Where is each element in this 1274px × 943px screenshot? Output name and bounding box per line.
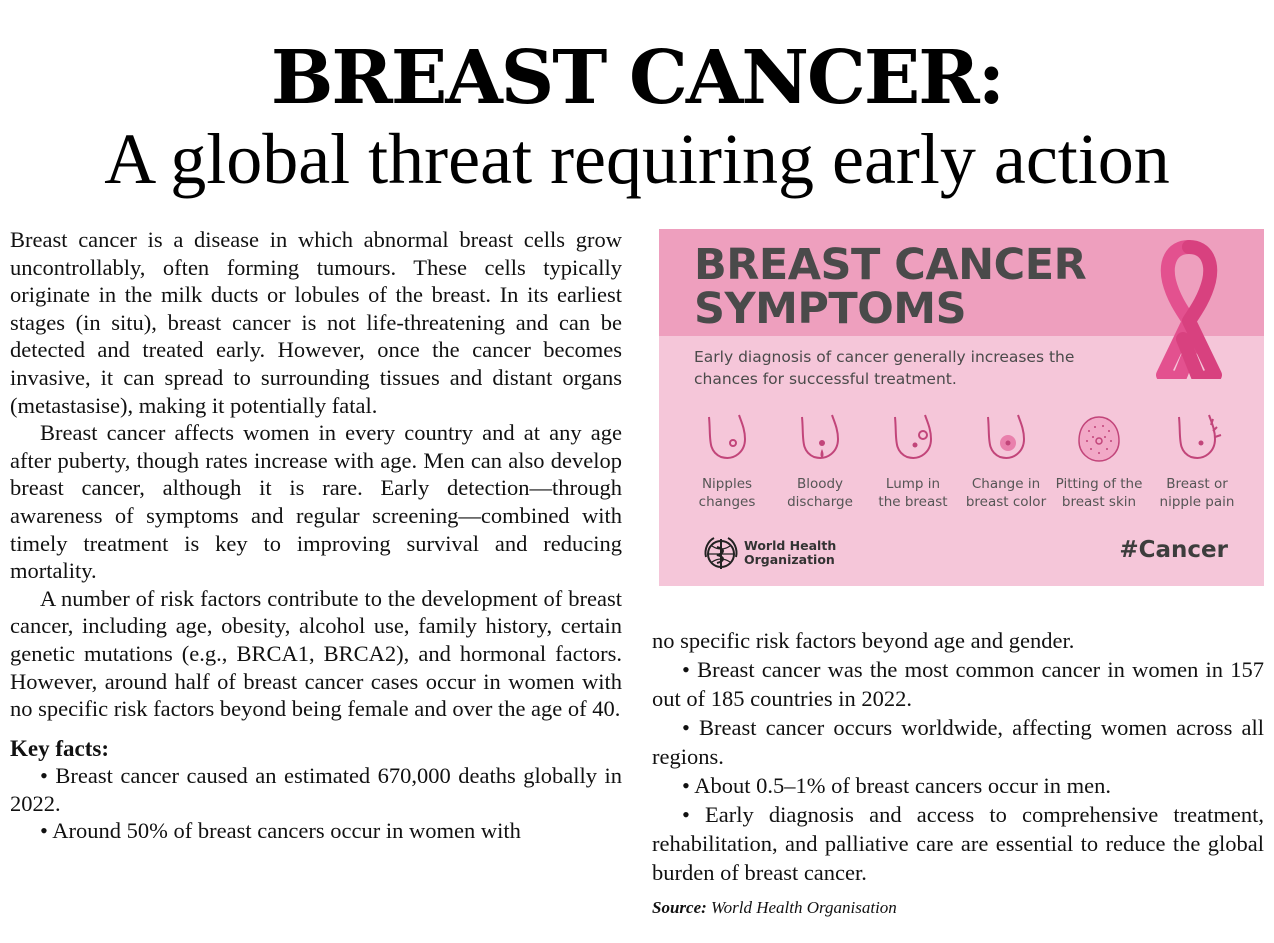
breast-color-icon [978, 411, 1034, 467]
headline: BREAST CANCER: [270, 35, 1004, 121]
symptom-color-change: Change in breast color [958, 411, 1054, 521]
who-emblem-icon [702, 535, 740, 573]
source-credit [652, 893, 1264, 922]
symptom-nipple-changes: Nipples changes [679, 411, 775, 521]
symptom-pitting: Pitting of the breast skin [1051, 411, 1147, 521]
symptom-lump: Lump in the breast [865, 411, 961, 521]
infographic-title: BREAST CANCER SYMPTOMS [694, 240, 1087, 334]
paragraph-2: Breast cancer affects women in every country and at any age after puberty, though rates increase with age. Men can also develop breast cancer, although it is rare. Early detection—through awareness of symptoms and regular screening—combined with timely treatment is key to improving survival and reducing mortality. [10, 420, 622, 584]
subheadline: A global threat requiring early action [104, 119, 1170, 199]
article-left-column [10, 226, 622, 845]
fact-item: • Breast cancer was the most common cancer in women in 157 out of 185 countries in 2022. [652, 657, 1264, 711]
symptoms-infographic [659, 229, 1264, 586]
fact-item: • Around 50% of breast cancers occur in women with [40, 818, 521, 844]
symptom-pain: Breast or nipple pain [1149, 411, 1245, 521]
paragraph-3: A number of risk factors contribute to the development of breast cancer, including age, obesity, alcohol use, family history, certain genetic mutations (e.g., BRCA1, BRCA2), and hormonal factors. However, around half of breast cancer cases occur in women with no specific risk factors beyond being female and over the age of 40. [10, 585, 622, 722]
infographic-subtitle: Early diagnosis of cancer generally increases the chances for successful treatment. [694, 348, 1075, 388]
symptom-bloody-discharge: Bloody discharge [772, 411, 868, 521]
who-name: World Health Organization [744, 538, 837, 567]
key-facts-heading: Key facts: [10, 735, 109, 761]
fact-item: • Breast cancer occurs worldwide, affecting women across all regions. [652, 715, 1264, 769]
hashtag-label: #Cancer [1119, 537, 1228, 563]
breast-pain-icon [1169, 411, 1225, 467]
fact-item: • Early diagnosis and access to comprehensive treatment, rehabilitation, and palliative care are essential to reduce the global burden of breast cancer. [652, 802, 1264, 885]
fact-item: • Breast cancer caused an estimated 670,000 deaths globally in 2022. [10, 763, 622, 816]
breast-lump-icon [885, 411, 941, 467]
breast-nipple-change-icon [699, 411, 755, 467]
source-value: World Health Organisation [706, 898, 897, 917]
fact-item-continuation: no specific risk factors beyond age and gender. [652, 628, 1075, 653]
pink-ribbon-icon [1149, 239, 1229, 379]
fact-item: • About 0.5–1% of breast cancers occur in men. [682, 773, 1111, 798]
paragraph-1: Breast cancer is a disease in which abnormal breast cells grow uncontrollably, often forming tumours. These cells typically originate in the milk ducts or lobules of the breast. In its earliest stages (in situ), breast cancer is not life-threatening and can be detected and treated early. However, once the cancer becomes invasive, it can spread to surrounding tissues and distant organs (metastasise), making it potentially fatal. [10, 227, 622, 418]
article-right-column [652, 626, 1264, 922]
breast-pitting-icon [1071, 411, 1127, 467]
source-label: Source: [652, 898, 707, 917]
breast-discharge-icon [792, 411, 848, 467]
